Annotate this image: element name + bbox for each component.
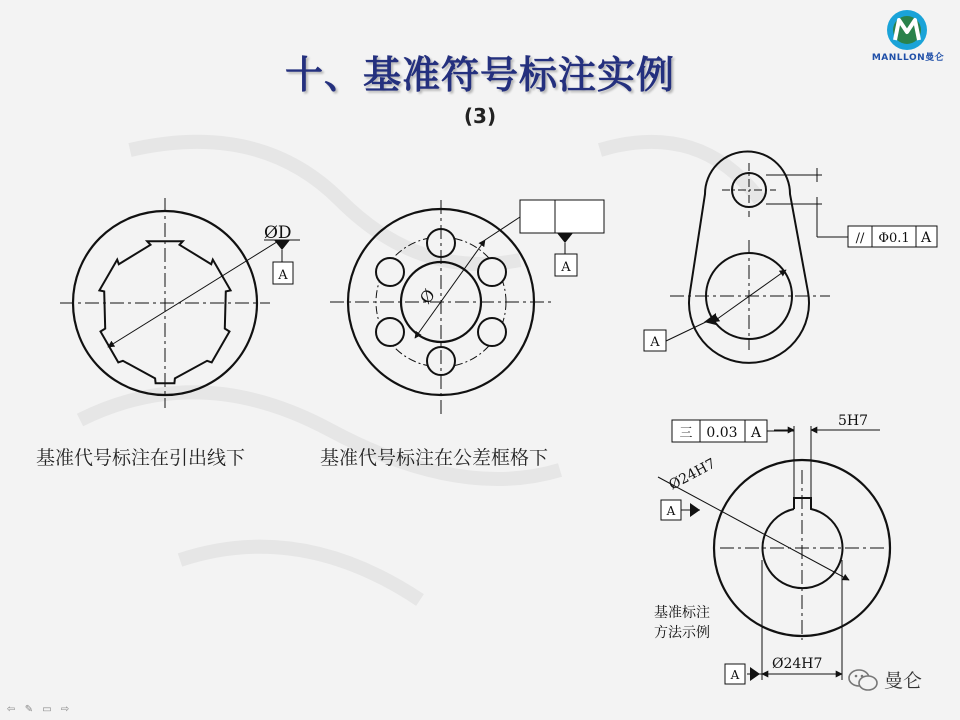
- fig4-frame-symbol: 三: [679, 426, 693, 441]
- fig4-keyway-label: 5H7: [838, 413, 869, 429]
- fig2-dim-label: Ø: [415, 285, 439, 308]
- fig4-diameter-lower: Ø24H7: [772, 656, 823, 672]
- nav-pen-button[interactable]: ✎: [24, 704, 34, 715]
- caption-method-line2: 方法示例: [654, 625, 710, 641]
- fig4-frame-tolerance: 0.03: [706, 425, 738, 441]
- fig4-datum-upper: A: [666, 504, 676, 518]
- slide-title: 十、基准符号标注实例: [284, 53, 675, 97]
- fig4-frame-datum: A: [750, 425, 762, 441]
- fig2-datum-label: A: [561, 260, 571, 275]
- slide-subtitle: (3): [463, 104, 497, 128]
- fig4-datum-lower: A: [730, 668, 740, 682]
- fig3-frame-datum: A: [920, 230, 932, 246]
- figure-lever: [644, 152, 937, 363]
- watermark: [848, 666, 922, 693]
- nav-next-button[interactable]: ⇨: [60, 704, 70, 715]
- fig3-frame-tolerance: Φ0.1: [878, 231, 910, 246]
- nav-prev-button[interactable]: ⇦: [6, 704, 16, 715]
- slide-nav: [4, 704, 72, 716]
- fig4-diameter-upper: Ø24H7: [666, 455, 719, 494]
- wechat-icon: [848, 668, 878, 692]
- caption-method-line1: 基准标注: [654, 605, 710, 621]
- watermark-text: 曼仑: [884, 670, 923, 692]
- caption-method: [654, 603, 734, 643]
- nav-menu-button[interactable]: ▭: [42, 704, 52, 715]
- caption-leader-line: 基准代号标注在引出线下: [36, 447, 246, 469]
- fig1-dim-label: ØD: [264, 223, 292, 243]
- figure-flange: [330, 200, 604, 416]
- fig3-frame-symbol: //: [855, 231, 865, 246]
- caption-tolerance-frame: 基准代号标注在公差框格下: [320, 447, 549, 469]
- fig1-datum-label: A: [278, 268, 288, 283]
- figure-keyed-hub: [658, 420, 890, 684]
- fig3-datum-label: A: [650, 335, 660, 350]
- logo-text: MANLLON曼仑: [871, 53, 945, 63]
